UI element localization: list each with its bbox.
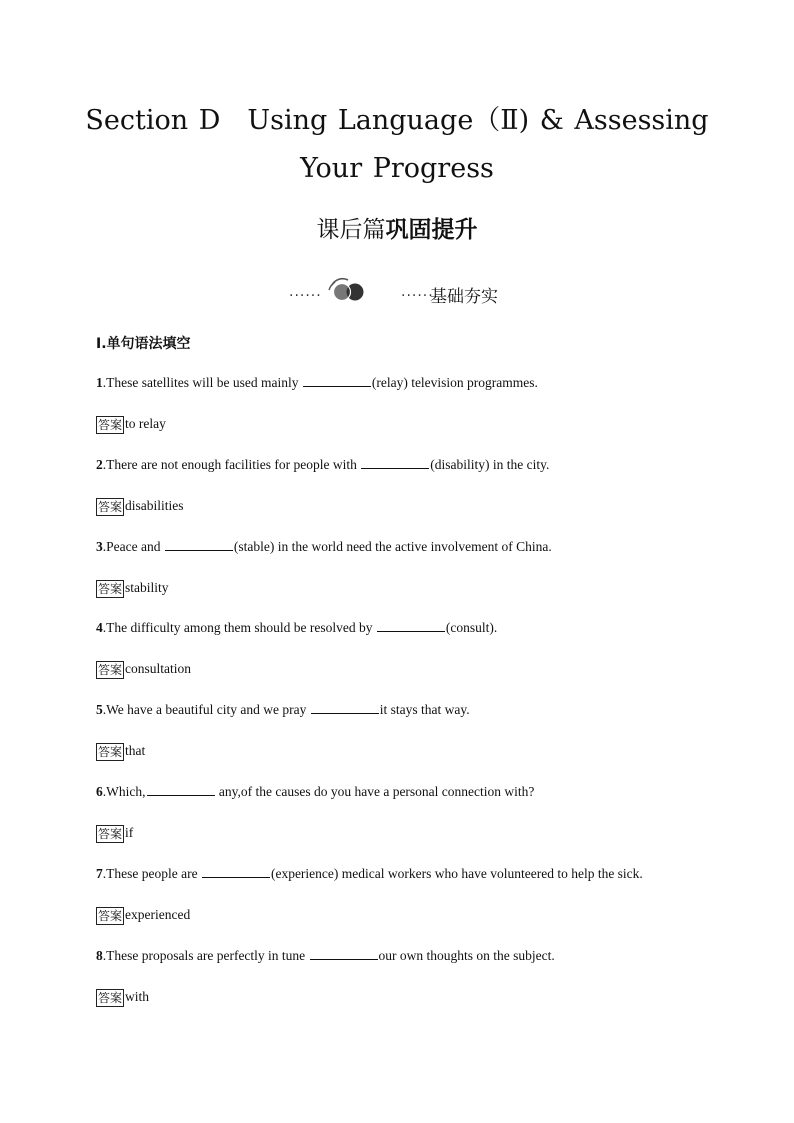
subtitle-normal: 课后篇 (316, 217, 386, 243)
question-text-after: our own thoughts on the subject. (378, 948, 555, 963)
answer-2 (96, 497, 184, 516)
question-text-after: (relay) television programmes. (371, 375, 538, 390)
answer-blank (377, 619, 445, 632)
answer-text: consultation (125, 661, 192, 676)
banner-label: 基础夯实 (430, 287, 498, 307)
question-5 (96, 701, 470, 719)
question-number: 3 (96, 539, 103, 554)
question-7 (96, 865, 643, 883)
answer-blank (165, 538, 233, 551)
circles-logo-icon (322, 276, 368, 306)
answer-label-box: 答案 (98, 581, 123, 596)
question-number: 5 (96, 702, 103, 717)
subtitle (0, 216, 794, 244)
answer-4 (96, 660, 191, 679)
answer-text: to relay (125, 416, 166, 431)
answer-label-box: 答案 (98, 499, 123, 514)
answer-text: if (125, 825, 134, 840)
question-number: 7 (96, 866, 103, 881)
question-number: 8 (96, 948, 103, 963)
question-6 (96, 783, 534, 801)
answer-label-box: 答案 (98, 908, 123, 923)
banner-dots-right: ······ (401, 288, 434, 304)
question-text-after: it stays that way. (379, 702, 470, 717)
question-text-after: (experience) medical workers who have volunteered to help the sick. (270, 866, 643, 881)
answer-7 (96, 906, 190, 925)
answer-label-box: 答案 (98, 417, 123, 432)
question-number: 4 (96, 620, 103, 635)
question-number: 6 (96, 784, 103, 799)
answer-text: that (125, 743, 146, 758)
answer-blank (303, 374, 371, 387)
question-text-before: .The difficulty among them should be resolved by (102, 620, 376, 635)
answer-blank (147, 783, 215, 796)
title-line-2: Your Progress (300, 153, 494, 184)
question-text-before: .There are not enough facilities for people with (102, 457, 361, 472)
question-text-before: .We have a beautiful city and we pray (102, 702, 310, 717)
answer-6 (96, 824, 133, 843)
question-4 (96, 619, 497, 637)
answer-blank (310, 947, 378, 960)
answer-text: experienced (125, 907, 191, 922)
question-text-before: .Peace and (102, 539, 164, 554)
answer-text: stability (125, 580, 169, 595)
answer-3 (96, 579, 169, 598)
question-text-before: .These satellites will be used mainly (102, 375, 302, 390)
answer-blank (361, 456, 429, 469)
answer-label-box: 答案 (98, 744, 123, 759)
question-number: 1 (96, 375, 103, 390)
answer-text: with (125, 989, 150, 1004)
question-text-after: (stable) in the world need the active involvement of China. (233, 539, 552, 554)
question-text-after: (disability) in the city. (430, 457, 550, 472)
question-text-after: any,of the causes do you have a personal connection with? (215, 784, 535, 799)
section-heading: Ⅰ.单句语法填空 (96, 336, 191, 352)
question-8 (96, 947, 555, 965)
answer-5 (96, 742, 145, 761)
answer-8 (96, 988, 149, 1007)
question-text-before: .These people are (102, 866, 201, 881)
banner-dots-left: ······ (289, 288, 322, 304)
answer-label-box: 答案 (98, 990, 123, 1005)
section-banner (0, 276, 794, 308)
answer-label-box: 答案 (98, 826, 123, 841)
question-text-after: (consult). (445, 620, 498, 635)
question-2 (96, 456, 549, 474)
title-line-1: Section D Using Language（Ⅱ) & Assessing (85, 105, 709, 136)
subtitle-bold: 巩固提升 (385, 217, 478, 243)
answer-1 (96, 415, 166, 434)
question-number: 2 (96, 457, 103, 472)
question-text-before: .These proposals are perfectly in tune (102, 948, 309, 963)
answer-text: disabilities (125, 498, 184, 513)
question-1 (96, 374, 538, 392)
answer-blank (311, 701, 379, 714)
answer-label-box: 答案 (98, 662, 123, 677)
question-text-before: .Which, (102, 784, 146, 799)
question-3 (96, 538, 552, 556)
answer-blank (202, 865, 270, 878)
